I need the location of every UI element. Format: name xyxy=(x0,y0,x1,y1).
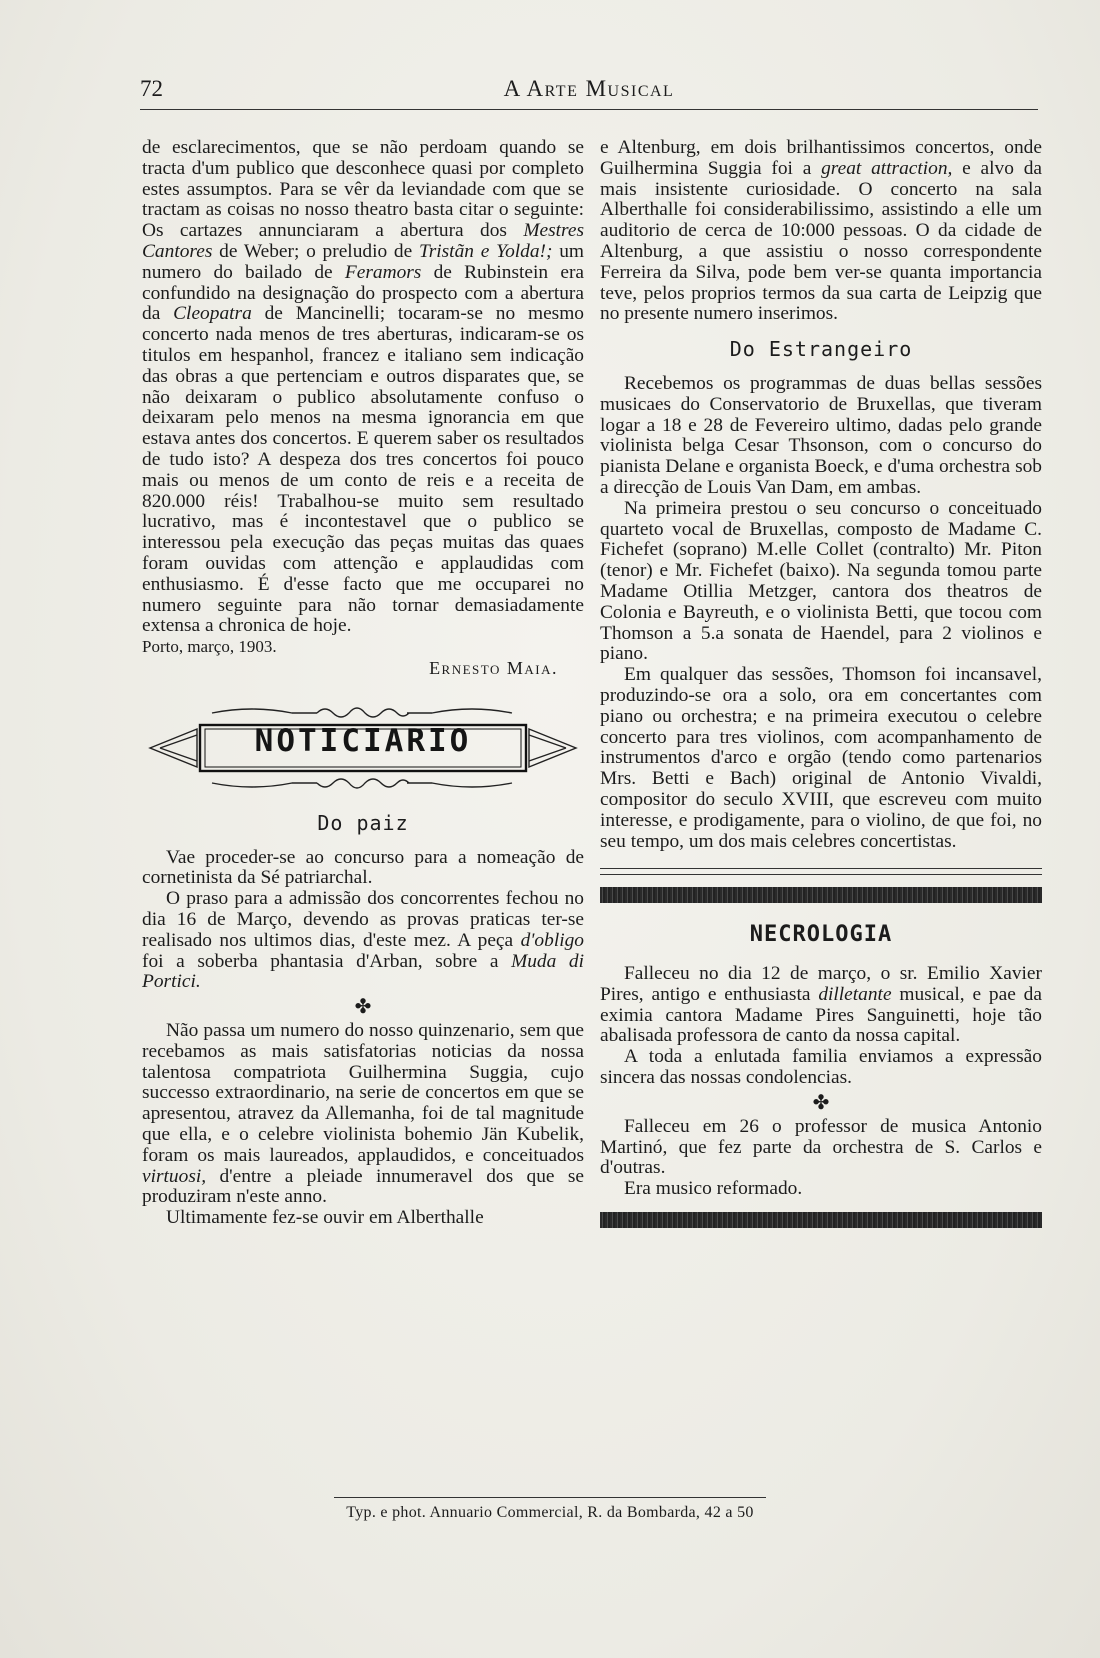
fleuron-ornament-icon: ✤ xyxy=(812,1091,830,1114)
dateline: Porto, março, 1903. xyxy=(142,637,277,657)
author-signature: Ernesto Maia. xyxy=(429,657,558,678)
section-heading-necrologia: NECROLOGIA xyxy=(749,922,893,948)
paragraph-estrangeiro-3: Em qualquer das sessões, Thomson foi incansavel, produzindo-se ora a solo, ora em concertantes com piano ou orchestra; e na primeira executou o celebre concerto para tres violinos, com acompanhamento de instrumentos d'arco e orgão (tendo como partenarios Mrs. Betti e Bach) original de Antonio Vivaldi, compositor do seculo XVIII, que escreveu com muito interesse, e prodigamente, para o violino, de que foi, no seu tempo, um dos mais celebres concertistas. xyxy=(600,664,1042,852)
page-number: 72 xyxy=(140,76,163,101)
banner-title: NOTICIARIO xyxy=(254,722,472,759)
section-heading-do-paiz: Do paiz xyxy=(317,810,409,835)
mourning-bar-top xyxy=(600,887,1042,903)
paragraph-paiz-2: O praso para a admissão dos concorrentes fechou no dia 16 de Março, devendo as provas praticas ter-se realisado nos ultimos dias, d'este mez. A peça d'obligo foi a soberba phantasia d'Arban, sobre a Muda di Portici. xyxy=(142,888,584,993)
fleuron-ornament-icon: ✤ xyxy=(354,996,372,1019)
paragraph-paiz-4: Ultimamente fez-se ouvir em Alberthalle xyxy=(166,1207,484,1229)
paragraph-continuation-left: de esclarecimentos, que se não perdoam quando se tracta d'um publico que desconhece quasi por completo estes assumptos. Para se vêr da leviandade com que se tractam as coisas no nosso theatro basta citar o seguinte: Os cartazes annunciaram a abertura dos Mestres Cantores de Weber; o preludio de Tristãn e Yolda!; um numero do bailado de Feramors de Rubinstein era confundido na designação do prospecto com a abertura da Cleopatra de Mancinelli; tocaram-se no mesmo concerto nada menos de tres aberturas, indicaram-se os titulos em hespanhol, francez e italiano sem indicação das obras a que pertenciam e outros disparates que, se não deixaram o publico absolutamente confuso o deixaram pelo menos na mesma ignorancia em que estava antes dos concertos. E querem saber os resultados de tudo isto? A despeza dos tres concertos foi pouco mais ou menos de um conto de reis e a receita de 820.000 réis! Trabalhou-se muito sem resultado lucrativo, mas é incontestavel que o publico se interessou pela execução das peças muitas das quaes foram ouvidas com attenção e applaudidas com enthusiasmo. É d'esse facto que me occuparei no numero seguinte para não tornar demasiadamente extensa a chronica de hoje. xyxy=(142,137,585,637)
paragraph-necrologia-2: A toda a enlutada familia enviamos a expressão sincera das nossas condolencias. xyxy=(600,1046,1042,1089)
left-column xyxy=(142,138,584,1229)
paragraph-necrologia-1: Falleceu no dia 12 de março, o sr. Emilio Xavier Pires, antigo e enthusiasta dilletante musical, e pae da eximia cantora Madame Pires Sanguinetti, hoje tão abalisada professora de canto da nossa capital. xyxy=(600,963,1042,1047)
running-title: A Arte Musical xyxy=(503,76,675,101)
paragraph-estrangeiro-2: Na primeira prestou o seu concurso o conceituado quarteto vocal de Bruxellas, composto de Madame C. Fichefet (soprano) M.elle Collet (contralto) Mr. Piton (tenor) e Mr. Fichefet (baixo). Na segunda tomou parte Madame Otillia Metzger, cantora dos theatros de Colonia e Bayreuth, e o violinista Betti, que tocou com Thomson a 5.a sonata de Haendel, para 2 violinos e piano. xyxy=(600,497,1042,665)
section-heading-do-estrangeiro: Do Estrangeiro xyxy=(729,337,913,362)
right-column xyxy=(600,138,1042,1228)
paragraph-necrologia-3: Falleceu em 26 o professor de musica Antonio Martinó, que fez parte da orchestra de S. Carlos e d'outras. xyxy=(600,1115,1042,1179)
section-divider xyxy=(600,868,1042,875)
paragraph-necrologia-4: Era musico reformado. xyxy=(624,1178,803,1200)
paragraph-continuation-right: e Altenburg, em dois brilhantissimos concertos, onde Guilhermina Suggia foi a great attraction, e alvo da mais insistente curiosidade. O concerto na sala Alberthalle foi considerabilissimo, assistindo a elle um auditorio de cerca de 10:000 pessoas. O da cidade de Altenburg, a que assistiu o nosso correspondente Ferreira da Silva, pode bem ver-se quanta importancia teve, pelos proprios termos da sua carta de Leipzig que no presente numero inserimos. xyxy=(600,137,1043,325)
paragraph-paiz-3: Não passa um numero do nosso quinzenario, sem que recebamos as mais satisfatorias noticias da nossa talentosa compatriota Guilhermina Suggia, cujo successo extraordinario, na serie de concertos em que se apresentou, atravez da Allemanha, foi de tal magnitude que ella, e o celebre violinista bohemio Jän Kubelik, foram os mais laureados, applaudidos, e conceituados virtuosi, d'entre a pleiade innumeravel dos que se produziram n'este anno. xyxy=(142,1020,584,1208)
footer-rule xyxy=(334,1497,766,1498)
mourning-bar-bottom xyxy=(600,1212,1042,1228)
page-header xyxy=(140,76,1038,110)
printer-imprint: Typ. e phot. Annuario Commercial, R. da Bombarda, 42 a 50 xyxy=(346,1504,754,1521)
paragraph-estrangeiro-1: Recebemos os programmas de duas bellas sessões musicaes do Conservatorio de Bruxellas, que tiveram logar a 18 e 28 de Fevereiro ultimo, dadas pelo grande violinista belga Cesar Thsonson, com o concurso do pianista Delane e organista Boeck, e d'uma orchestra sob a direcção de Louis Van Dam, em ambas. xyxy=(600,372,1042,498)
paragraph-paiz-1: Vae proceder-se ao concurso para a nomeação de cornetinista da Sé patriarchal. xyxy=(142,846,584,889)
noticiario-banner xyxy=(142,695,584,799)
